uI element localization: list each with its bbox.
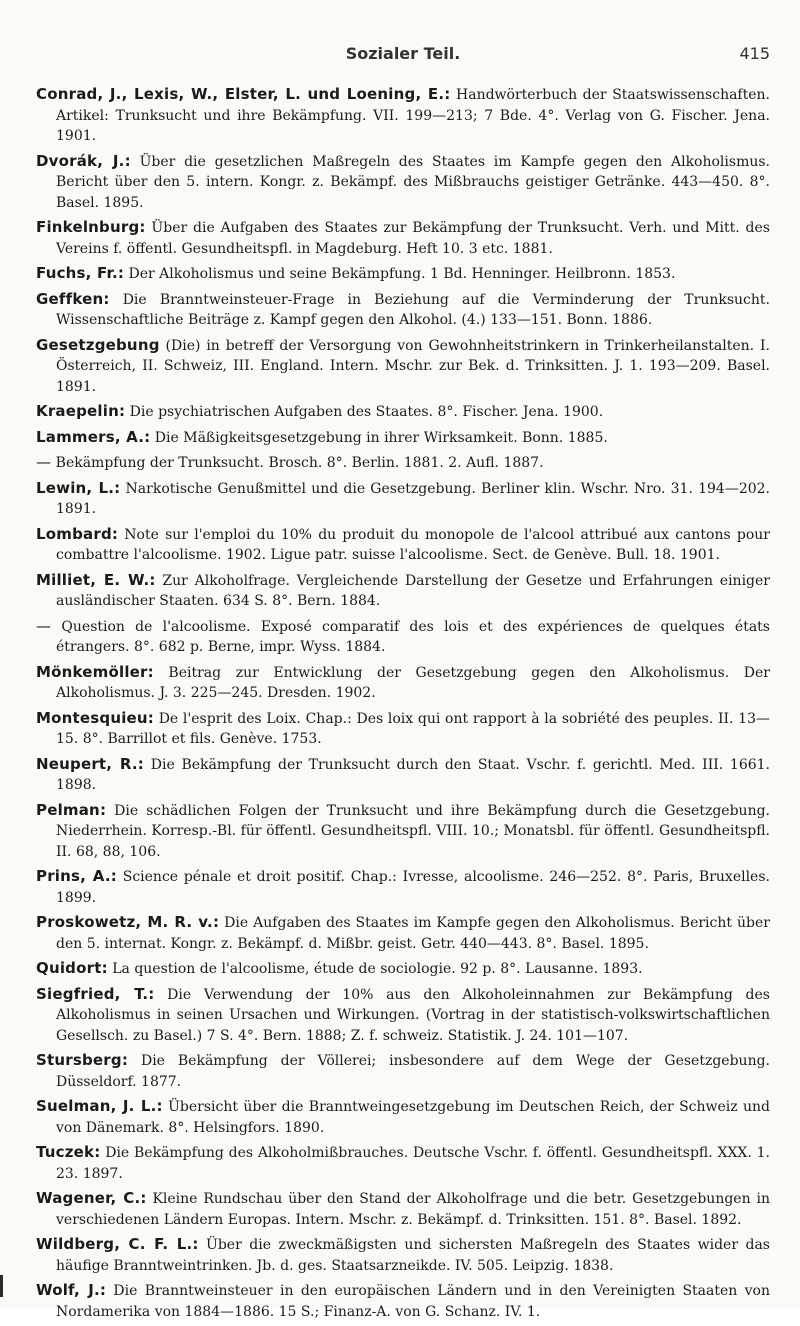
entry-text: Die Bekämpfung der Völlerei; insbesondere auf dem Wege der Gesetzgebung. Düsseldorf. 1877. (56, 1053, 770, 1090)
entry-author: Lammers, A.: (36, 427, 151, 446)
entry-author: Pelman: (36, 800, 107, 819)
entry-author: Suelman, J. L.: (36, 1097, 163, 1115)
entry-text: Note sur l'emploi du 10% du produit du monopole de l'alcool attribué aux cantons pour combattre l'alcoolisme. 1902. Ligue patr. suisse l'alcoolisme. Sect. de Genève. Bull. 18. 1901. (56, 526, 770, 563)
entry-text: Die Branntweinsteuer in den europäischen Ländern und in den Vereinigten Staaten von Nordamerika von 1884—1886. 15 S.; Finanz-A. von G. Schanz. IV. 1. (56, 1283, 770, 1320)
entry-text: Zur Alkoholfrage. Vergleichende Darstellung der Gesetze und Erfahrungen einiger ausländischer Staaten. 634 S. 8°. Bern. 1884. (56, 572, 770, 609)
bibliography-entry (36, 1234, 770, 1276)
entry-author: Gesetzgebung (36, 335, 160, 354)
entry-author: Montesquieu: (36, 708, 154, 727)
bibliography-entry (36, 1096, 770, 1138)
entry-author: Kraepelin: (36, 402, 126, 420)
bibliography-entry (36, 335, 770, 398)
bibliography-entry (36, 401, 770, 423)
entry-author: Wolf, J.: (36, 1281, 107, 1299)
scan-edge-mark (0, 1275, 3, 1297)
entry-text: Über die gesetzlichen Maßregeln des Staates im Kampfe gegen den Alkoholismus. Bericht über den 5. intern. Kongr. z. Bekämpf. des Mißbrauchs geistiger Getränke. 443—450. 8°. Basel. 1895. (56, 153, 770, 211)
bibliography-entry (36, 524, 770, 566)
bibliography-entry (36, 708, 770, 750)
bibliography-entry (36, 1142, 770, 1184)
bibliography-entry (36, 263, 770, 285)
entry-text: Die Branntweinsteuer-Frage in Beziehung auf die Verminderung der Trunksucht. Wissenschaftliche Beiträge z. Kampf gegen den Alkohol. (4.) 133—151. Bonn. 1886. (56, 291, 770, 328)
bibliography-entry (36, 1050, 770, 1092)
bibliography-entry (36, 217, 770, 259)
bibliography-entry (36, 866, 770, 908)
bibliography-entry (36, 616, 770, 658)
entry-author: Finkelnburg: (36, 218, 146, 236)
entry-author: Wagener, C.: (36, 1189, 147, 1207)
entry-text: Über die zweckmäßigsten und sichersten Maßregeln des Staates wider das häufige Branntweintrinken. Jb. d. ges. Staatsarzneikde. IV. 505. Leipzig. 1838. (56, 1237, 770, 1274)
entry-text: De l'esprit des Loix. Chap.: Des loix qui ont rapport à la sobriété des peuples. II. 13—15. 8°. Barrillot et fils. Genève. 1753. (56, 710, 770, 747)
entry-author: Proskowetz, M. R. v.: (36, 913, 220, 931)
page-header (36, 44, 770, 68)
bibliography-entry (36, 912, 770, 954)
bibliography-entry (36, 1280, 770, 1322)
bibliography-entry (36, 478, 770, 520)
running-head-title: Sozialer Teil. (345, 44, 461, 63)
entry-author: Geffken: (36, 289, 110, 308)
entry-text: Über die Aufgaben des Staates zur Bekämpfung der Trunksucht. Verh. und Mitt. des Vereins f. öffentl. Gesundheitspfl. in Magdeburg. Heft 10. 3 etc. 1881. (56, 220, 770, 257)
entry-author: Lewin, L.: (36, 478, 121, 497)
entry-text: Die Mäßigkeitsgesetzgebung in ihrer Wirksamkeit. Bonn. 1885. (150, 429, 608, 446)
entry-author: Dvorák, J.: (36, 151, 131, 170)
entry-text: Handwörterbuch der Staatswissenschaften. Artikel: Trunksucht und ihre Bekämpfung. VII. 199—213; 7 Bde. 4°. Verlag von G. Fischer. Jena. 1901. (56, 87, 770, 144)
entry-author: Lombard: (36, 524, 119, 543)
entry-text: Die Bekämpfung des Alkoholmißbrauches. Deutsche Vschr. f. öffentl. Gesundheitspfl. XXX. 1. 23. 1897. (56, 1145, 770, 1182)
entry-text: Der Alkoholismus und seine Bekämpfung. 1 Bd. Henninger. Heilbronn. 1853. (124, 266, 676, 282)
entry-text: Die Bekämpfung der Trunksucht durch den Staat. Vschr. f. gerichtl. Med. III. 1661. 1898. (56, 756, 771, 793)
bibliography-entry (36, 452, 770, 474)
entry-text: Kleine Rundschau über den Stand der Alkoholfrage und die betr. Gesetzgebungen in verschiedenen Ländern Europas. Intern. Mschr. z. Bekämpf. d. Trinksitten. 151. 8°. Basel. 1892. (56, 1191, 770, 1228)
entry-text: (Die) in betreff der Versorgung von Gewohnheitstrinkern in Trinkerheilanstalten. I. Österreich, II. Schweiz, III. England. Intern. Mschr. zur Bek. d. Trinksitten. J. 1. 193—209. Basel. 1891. (56, 337, 770, 395)
bibliography-entry (36, 289, 770, 331)
entry-text: Beitrag zur Entwicklung der Gesetzgebung gegen den Alkoholismus. Der Alkoholismus. J. 3. 225—245. Dresden. 1902. (56, 664, 770, 701)
entry-author: — (36, 453, 52, 471)
page-number: 415 (739, 44, 770, 63)
bibliography-list (36, 84, 770, 1326)
entry-author: Neupert, R.: (36, 754, 145, 773)
entry-text: Bekämpfung der Trunksucht. Brosch. 8°. Berlin. 1881. 2. Aufl. 1887. (51, 455, 544, 471)
entry-author: Tuczek: (36, 1143, 101, 1161)
entry-author: Milliet, E. W.: (36, 570, 156, 589)
entry-author: Siegfried, T.: (36, 984, 155, 1003)
bibliography-entry (36, 570, 770, 612)
entry-author: Wildberg, C. F. L.: (36, 1235, 199, 1253)
entry-text: La question de l'alcoolisme, étude de sociologie. 92 p. 8°. Lausanne. 1893. (107, 961, 643, 977)
entry-text: Narkotische Genußmittel und die Gesetzgebung. Berliner klin. Wschr. Nro. 31. 194—202. 1891. (56, 480, 770, 517)
entry-author: Prins, A.: (36, 867, 117, 885)
bibliography-entry (36, 84, 770, 147)
bibliography-entry (36, 1188, 770, 1230)
entry-text: Question de l'alcoolisme. Exposé comparatif des lois et des expériences de quelques états étrangers. 8°. 682 p. Berne, impr. Wyss. 1884. (51, 618, 770, 655)
bibliography-entry (36, 800, 770, 863)
entry-author: Conrad, J., Lexis, W., Elster, L. und Loening, E.: (36, 85, 451, 103)
entry-author: Mönkemöller: (36, 662, 154, 681)
bibliography-entry (36, 984, 770, 1047)
entry-text: Die psychiatrischen Aufgaben des Staates. 8°. Fischer. Jena. 1900. (125, 404, 604, 420)
entry-author: — (36, 616, 52, 635)
bibliography-entry (36, 427, 770, 449)
bibliography-entry (36, 754, 770, 796)
bibliography-entry (36, 151, 770, 214)
entry-text: Übersicht über die Branntweingesetzgebung im Deutschen Reich, der Schweiz und von Dänemark. 8°. Helsingfors. 1890. (56, 1099, 771, 1136)
entry-author: Quidort: (36, 959, 108, 977)
entry-author: Stursberg: (36, 1051, 129, 1069)
entry-text: Die schädlichen Folgen der Trunksucht und ihre Bekämpfung durch die Gesetzgebung. Niederrhein. Korresp.-Bl. für öffentl. Gesundheitspfl. VIII. 10.; Monatsbl. für öffentl. Gesundheitspfl. II. 68, 88, 106. (56, 802, 770, 860)
bibliography-entry (36, 958, 770, 980)
entry-text: Science pénale et droit positif. Chap.: Ivresse, alcoolisme. 246—252. 8°. Paris, Bruxelles. 1899. (56, 869, 770, 906)
entry-text: Die Aufgaben des Staates im Kampfe gegen den Alkoholismus. Bericht über den 5. internat. Kongr. z. Bekämpf. d. Mißbr. geist. Getr. 440—443. 8°. Basel. 1895. (56, 915, 770, 952)
bibliography-entry (36, 662, 770, 704)
entry-author: Fuchs, Fr.: (36, 264, 125, 282)
entry-text: Die Verwendung der 10% aus den Alkoholeinnahmen zur Bekämpfung des Alkoholismus in seinen Ursachen und Wirkungen. (Vortrag in der statistisch-volkswirtschaftlichen Gesellsch. zu Basel.) 7 S. 4°. Bern. 1888; Z. f. schweiz. Statistik. J. 24. 101—107. (56, 986, 770, 1044)
